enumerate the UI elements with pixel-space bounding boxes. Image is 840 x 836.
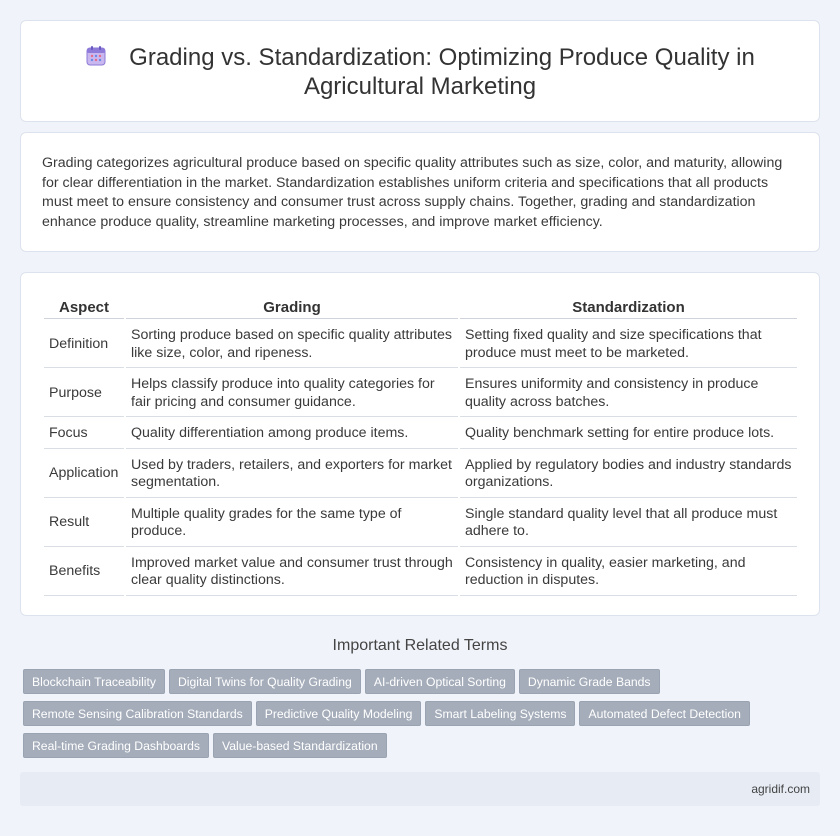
related-term-tag[interactable]: Smart Labeling Systems <box>425 701 575 726</box>
header-aspect: Aspect <box>44 297 124 319</box>
standardization-cell: Setting fixed quality and size specifications that produce must meet to be marketed. <box>460 321 797 368</box>
header-grading: Grading <box>126 297 458 319</box>
aspect-cell: Focus <box>44 419 124 449</box>
related-term-tag[interactable]: Real-time Grading Dashboards <box>23 733 209 758</box>
comparison-table <box>42 295 799 598</box>
standardization-cell: Applied by regulatory bodies and industry standards organizations. <box>460 451 797 498</box>
table-row <box>44 419 797 449</box>
header-standardization: Standardization <box>460 297 797 319</box>
standardization-cell: Single standard quality level that all produce must adhere to. <box>460 500 797 547</box>
standardization-cell: Consistency in quality, easier marketing, and reduction in disputes. <box>460 549 797 596</box>
title-line-2: Agricultural Marketing <box>303 73 537 100</box>
grading-cell: Quality differentiation among produce items. <box>126 419 458 449</box>
aspect-cell: Definition <box>44 321 124 368</box>
tag-row <box>23 733 783 765</box>
related-term-tag[interactable]: Digital Twins for Quality Grading <box>169 669 361 694</box>
title-card <box>20 20 820 122</box>
related-terms-list <box>23 669 783 765</box>
tag-row <box>23 669 783 701</box>
title-line-1: Grading vs. Standardization: Optimizing Produce Quality in <box>129 44 755 71</box>
aspect-cell: Purpose <box>44 370 124 417</box>
page-title <box>21 43 819 101</box>
grading-cell: Helps classify produce into quality categories for fair pricing and consumer guidance. <box>126 370 458 417</box>
intro-paragraph: Grading categorizes agricultural produce based on specific quality attributes such as size, color, and maturity, allowing for clear differentiation in the market. Standardization establishes uniform criteria and specifications that all products must meet to ensure consistency and consumer trust across supply chains. Together, grading and standardization enhance produce quality, streamline marketing processes, and improve market efficiency. <box>42 155 783 230</box>
aspect-cell: Result <box>44 500 124 547</box>
calendar-icon <box>85 45 107 67</box>
footer-bar <box>20 772 820 806</box>
related-term-tag[interactable]: AI-driven Optical Sorting <box>365 669 515 694</box>
table-row <box>44 549 797 596</box>
grading-cell: Multiple quality grades for the same type of produce. <box>126 500 458 547</box>
related-term-tag[interactable]: Predictive Quality Modeling <box>256 701 422 726</box>
related-term-tag[interactable]: Blockchain Traceability <box>23 669 165 694</box>
table-header-row <box>44 297 797 319</box>
related-term-tag[interactable]: Remote Sensing Calibration Standards <box>23 701 252 726</box>
table-row <box>44 500 797 547</box>
related-term-tag[interactable]: Automated Defect Detection <box>579 701 749 726</box>
table-row <box>44 451 797 498</box>
footer-site-label[interactable]: agridif.com <box>751 782 810 796</box>
related-terms-heading: Important Related Terms <box>332 637 508 654</box>
grading-cell: Improved market value and consumer trust through clear quality distinctions. <box>126 549 458 596</box>
tag-row <box>23 701 783 733</box>
intro-card <box>20 132 820 252</box>
aspect-cell: Application <box>44 451 124 498</box>
table-row <box>44 370 797 417</box>
standardization-cell: Quality benchmark setting for entire produce lots. <box>460 419 797 449</box>
related-term-tag[interactable]: Value-based Standardization <box>213 733 387 758</box>
table-row <box>44 321 797 368</box>
standardization-cell: Ensures uniformity and consistency in produce quality across batches. <box>460 370 797 417</box>
grading-cell: Sorting produce based on specific quality attributes like size, color, and ripeness. <box>126 321 458 368</box>
grading-cell: Used by traders, retailers, and exporters for market segmentation. <box>126 451 458 498</box>
comparison-card <box>20 272 820 616</box>
aspect-cell: Benefits <box>44 549 124 596</box>
related-term-tag[interactable]: Dynamic Grade Bands <box>519 669 660 694</box>
